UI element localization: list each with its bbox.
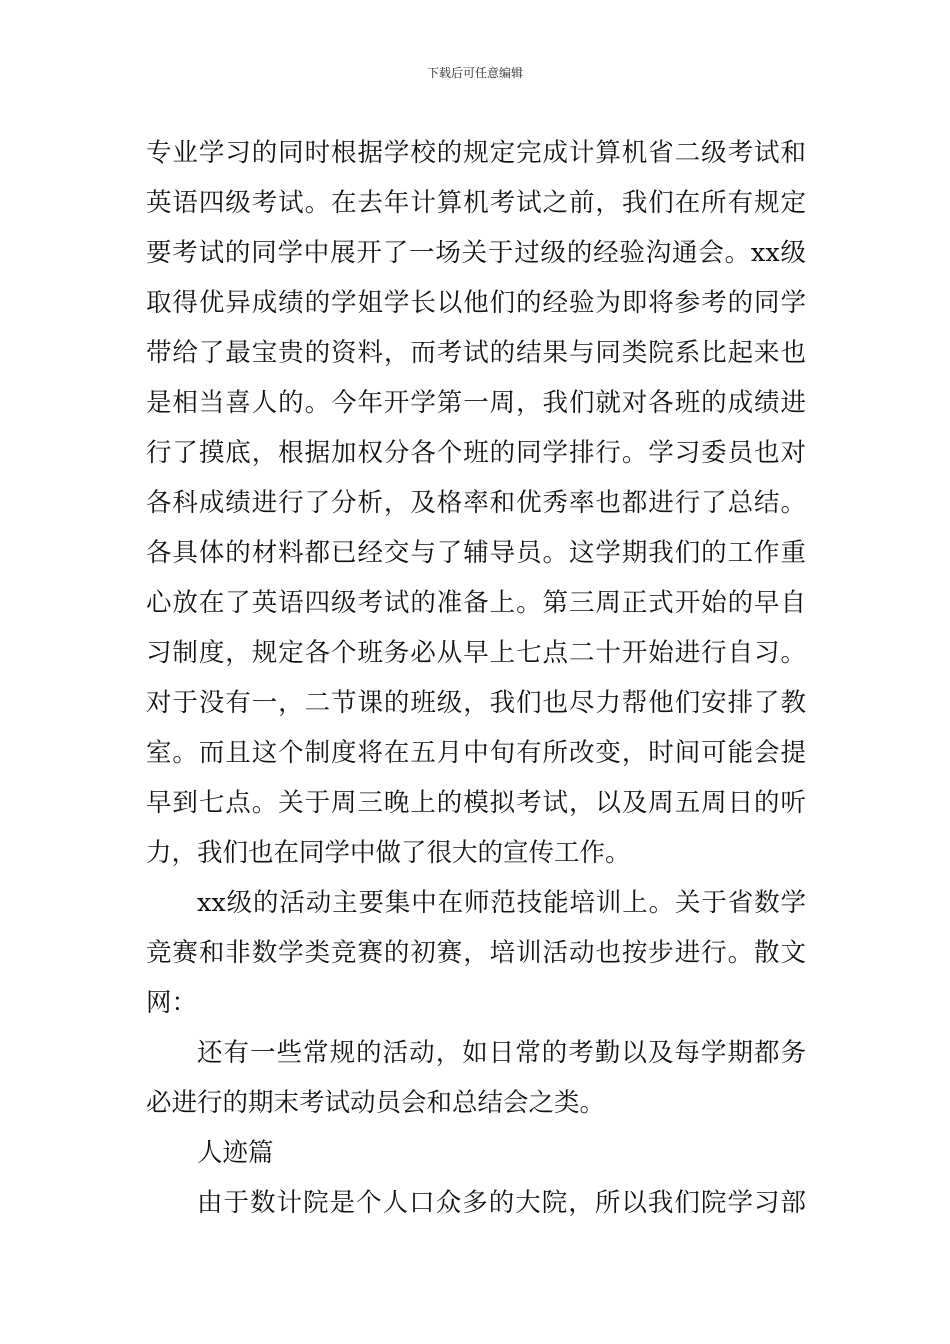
page-header: 下载后可任意编辑 (426, 66, 523, 80)
text-line: 还有一些常规的活动，如日常的考勤以及每学期都务 (197, 1038, 806, 1068)
text-line: 要考试的同学中展开了一场关于过级的经验沟通会。xx级 (146, 238, 806, 268)
document-body (146, 128, 806, 1228)
text-line: 早到七点。关于周三晚上的模拟考试，以及周五周日的听 (146, 788, 806, 818)
text-line: 必进行的期末考试动员会和总结会之类。 (146, 1088, 606, 1118)
text-line: 力，我们也在同学中做了很大的宣传工作。 (146, 838, 631, 868)
text-line: 网： (146, 988, 198, 1018)
text-line: 取得优异成绩的学姐学长以他们的经验为即将参考的同学 (146, 288, 806, 318)
text-line: 由于数计院是个人口众多的大院，所以我们院学习部 (197, 1188, 806, 1218)
text-line: 行了摸底，根据加权分各个班的同学排行。学习委员也对 (146, 438, 806, 468)
text-line: 英语四级考试。在去年计算机考试之前，我们在所有规定 (146, 188, 806, 218)
paragraph (146, 128, 806, 878)
paragraph (146, 1178, 806, 1228)
text-line: 各科成绩进行了分析，及格率和优秀率也都进行了总结。 (146, 488, 806, 518)
text-line: 竞赛和非数学类竞赛的初赛，培训活动也按步进行。散文 (146, 938, 806, 968)
paragraph (146, 1028, 806, 1128)
text-line: xx级的活动主要集中在师范技能培训上。关于省数学 (197, 888, 806, 918)
text-line: 室。而且这个制度将在五月中旬有所改变，时间可能会提 (146, 738, 806, 768)
text-line: 习制度，规定各个班务必从早上七点二十开始进行自习。 (146, 638, 806, 668)
text-line: 专业学习的同时根据学校的规定完成计算机省二级考试和 (146, 138, 806, 168)
paragraph (146, 1128, 806, 1178)
paragraph (146, 878, 806, 1028)
text-line: 是相当喜人的。今年开学第一周，我们就对各班的成绩进 (146, 388, 806, 418)
text-line: 心放在了英语四级考试的准备上。第三周正式开始的早自 (146, 588, 806, 618)
text-line: 人迹篇 (197, 1138, 274, 1168)
text-line: 各具体的材料都已经交与了辅导员。这学期我们的工作重 (146, 538, 806, 568)
text-line: 带给了最宝贵的资料，而考试的结果与同类院系比起来也 (146, 338, 806, 368)
text-line: 对于没有一，二节课的班级，我们也尽力帮他们安排了教 (146, 688, 806, 718)
